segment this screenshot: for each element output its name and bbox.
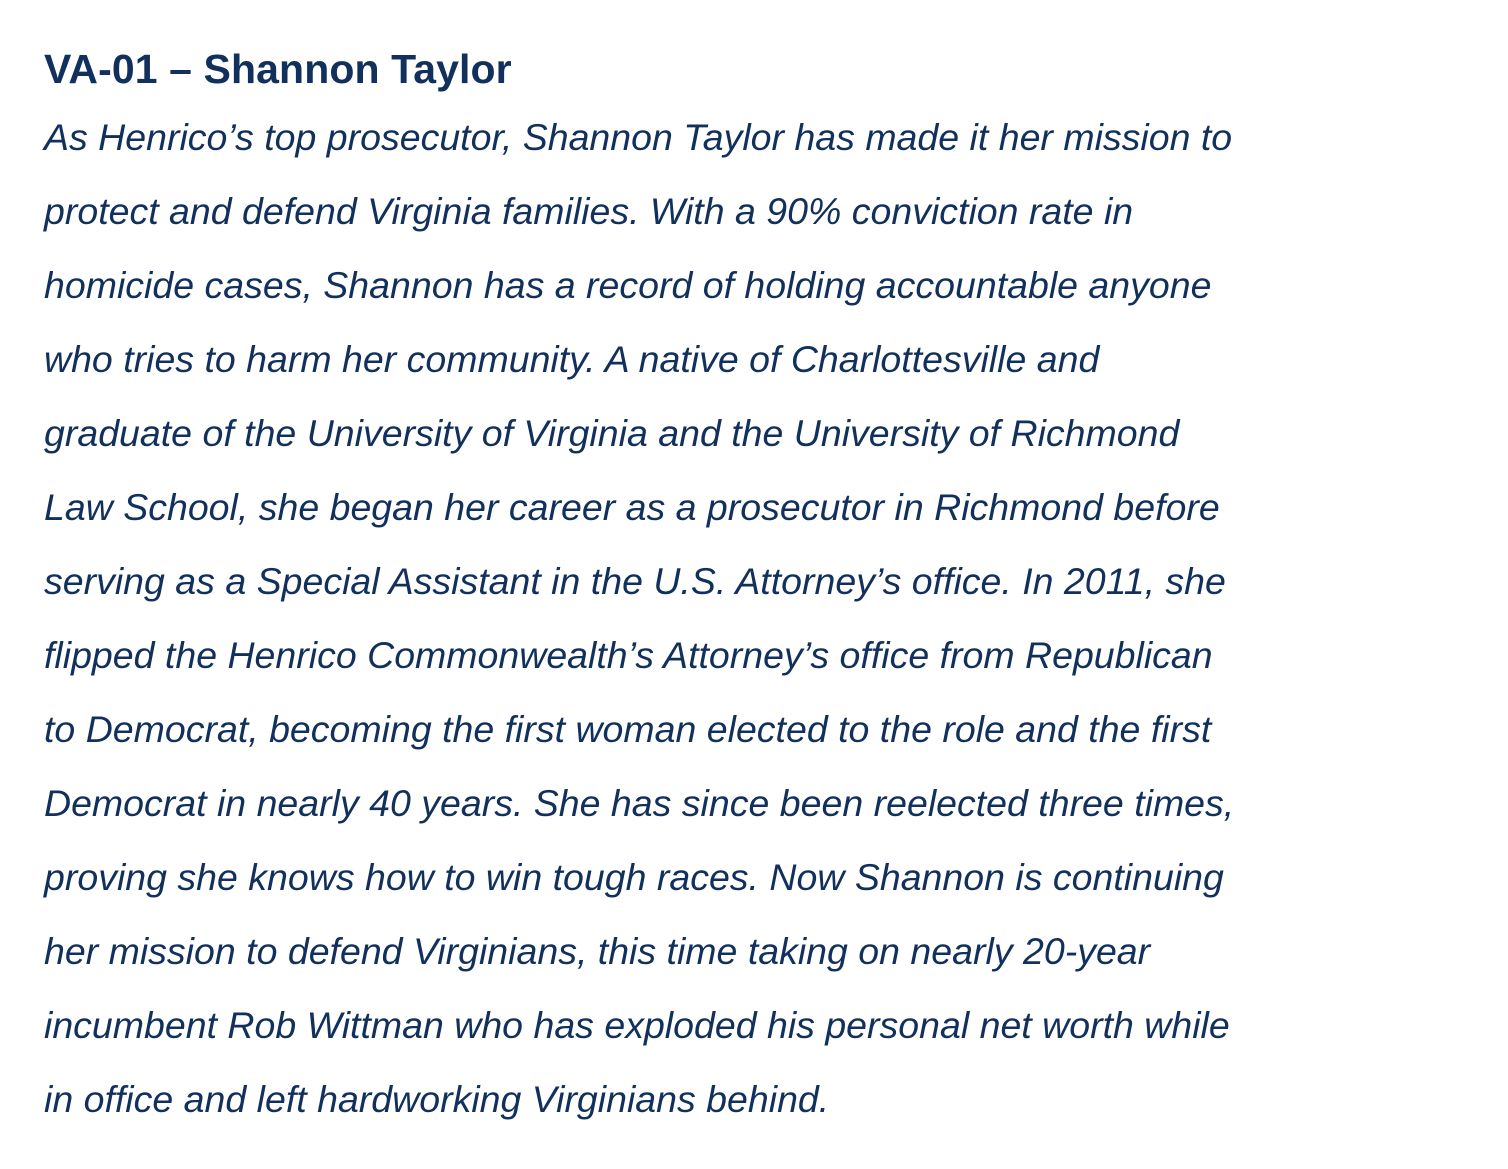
bio-line: incumbent Rob Wittman who has exploded his personal net worth while [44,1004,1230,1046]
candidate-bio [44,100,1484,1136]
bio-line: flipped the Henrico Commonwealth’s Attorney’s office from Republican [44,634,1213,676]
bio-line: her mission to defend Virginians, this time taking on nearly 20-year [44,930,1151,972]
bio-line: to Democrat, becoming the first woman elected to the role and the first [44,708,1212,750]
bio-line: protect and defend Virginia families. With a 90% conviction rate in [44,190,1134,232]
bio-line: Democrat in nearly 40 years. She has since been reelected three times, [44,782,1235,824]
bio-line: serving as a Special Assistant in the U.S. Attorney’s office. In 2011, she [44,560,1226,602]
bio-line: in office and left hardworking Virginians behind. [44,1078,830,1120]
bio-line: proving she knows how to win tough races. Now Shannon is continuing [44,856,1224,898]
bio-line: As Henrico’s top prosecutor, Shannon Taylor has made it her mission to [44,116,1233,158]
bio-line: homicide cases, Shannon has a record of holding accountable anyone [44,264,1212,306]
bio-line: Law School, she began her career as a prosecutor in Richmond before [44,486,1220,528]
candidate-heading: VA-01 – Shannon Taylor [44,46,512,92]
bio-line: who tries to harm her community. A native of Charlottesville and [44,338,1100,380]
bio-line: graduate of the University of Virginia and the University of Richmond [44,412,1180,454]
candidate-profile [44,38,1484,1136]
